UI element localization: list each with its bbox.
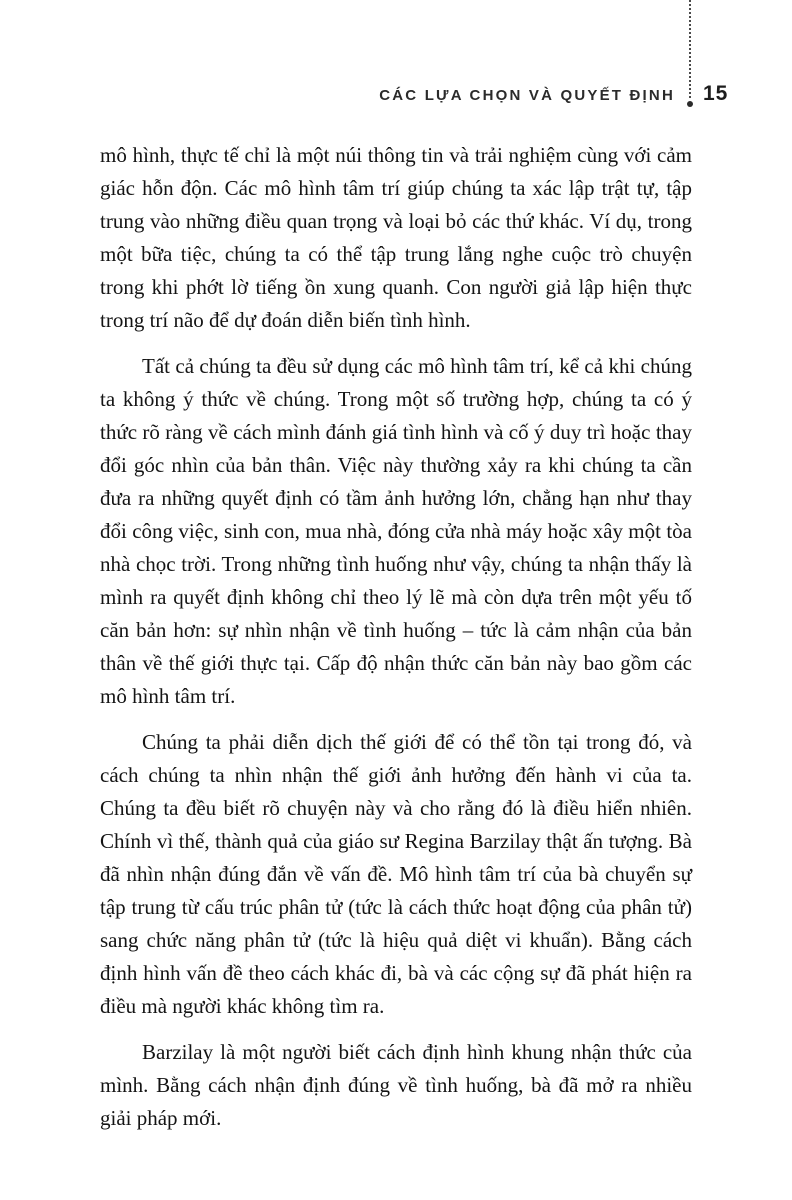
page-number: 15 <box>703 82 729 105</box>
body-paragraph: Tất cả chúng ta đều sử dụng các mô hình tâm trí, kể cả khi chúng ta không ý thức về chúng. Trong một số trường hợp, chúng ta có ý thức rõ ràng về cách mình đánh giá tình hình và cố ý duy trì hoặc thay đổi góc nhìn của bản thân. Việc này thường xảy ra khi chúng ta cần đưa ra những quyết định có tầm ảnh hưởng lớn, chẳng hạn như thay đổi công việc, sinh con, mua nhà, đóng cửa nhà máy hoặc xây một tòa nhà chọc trời. Trong những tình huống như vậy, chúng ta nhận thấy là mình ra quyết định không chỉ theo lý lẽ mà còn dựa trên một yếu tố căn bản hơn: sự nhìn nhận về tình huống – tức là cảm nhận của bản thân về thế giới thực tại. Cấp độ nhận thức căn bản này bao gồm các mô hình tâm trí. <box>100 354 692 708</box>
header-rule-end-dot <box>687 101 693 107</box>
body-paragraph: Barzilay là một người biết cách định hình khung nhận thức của mình. Bằng cách nhận định đúng về tình huống, bà đã mở ra nhiều giải pháp mới. <box>100 1040 692 1130</box>
header-dotted-rule <box>689 0 691 98</box>
running-header-title: CÁC LỰA CHỌN VÀ QUYẾT ĐỊNH <box>379 87 675 104</box>
body-text-block <box>100 139 692 1148</box>
body-paragraph: Chúng ta phải diễn dịch thế giới để có thể tồn tại trong đó, và cách chúng ta nhìn nhận thế giới ảnh hưởng đến hành vi của ta. Chúng ta đều biết rõ chuyện này và cho rằng đó là điều hiển nhiên. Chính vì thế, thành quả của giáo sư Regina Barzilay thật ấn tượng. Bà đã nhìn nhận đúng đắn về vấn đề. Mô hình tâm trí của bà chuyển sự tập trung từ cấu trúc phân tử (tức là cách thức hoạt động của phân tử) sang chức năng phân tử (tức là hiệu quả diệt vi khuẩn). Bằng cách định hình vấn đề theo cách khác đi, bà và các cộng sự đã phát hiện ra điều mà người khác không tìm ra. <box>100 730 692 1018</box>
body-paragraph: mô hình, thực tế chỉ là một núi thông tin và trải nghiệm cùng với cảm giác hỗn độn. Các mô hình tâm trí giúp chúng ta xác lập trật tự, tập trung vào những điều quan trọng và loại bỏ các thứ khác. Ví dụ, trong một bữa tiệc, chúng ta có thể tập trung lắng nghe cuộc trò chuyện trong khi phớt lờ tiếng ồn xung quanh. Con người giả lập hiện thực trong trí não để dự đoán diễn biến tình hình. <box>100 143 692 332</box>
